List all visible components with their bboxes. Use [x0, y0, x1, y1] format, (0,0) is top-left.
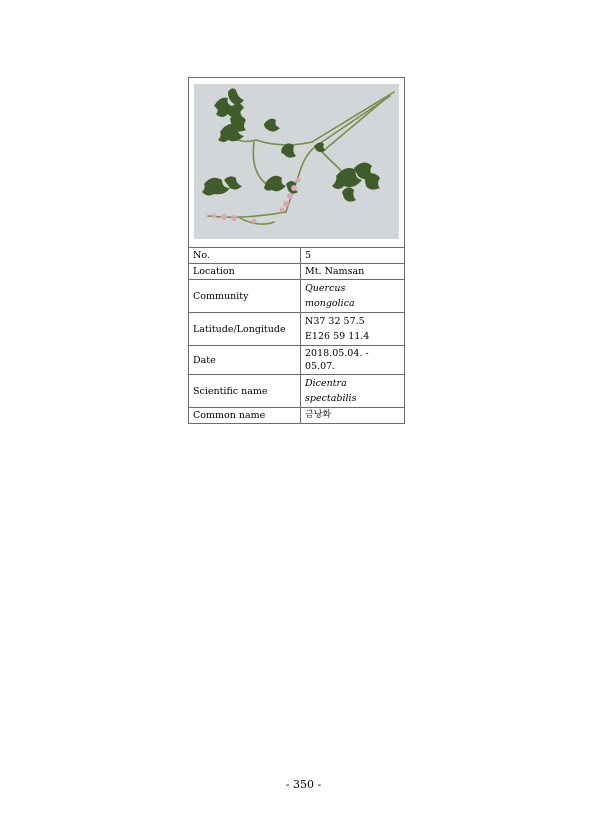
table-row: [189, 375, 404, 408]
row-label: No.: [189, 248, 301, 264]
table-row: [189, 408, 404, 424]
row-label: Latitude/Longitude: [189, 313, 301, 346]
page-number: - 350 -: [285, 778, 322, 791]
specimen-photo: [194, 84, 399, 239]
row-value: [301, 375, 405, 408]
value-line: N37 32 57.5: [305, 316, 365, 327]
row-value: [301, 280, 405, 313]
row-label: Common name: [189, 408, 301, 424]
row-value: [301, 313, 405, 346]
row-value: 금낭화: [301, 408, 405, 424]
photo-frame: [189, 78, 404, 248]
table-row: [189, 264, 404, 280]
value-line: mongolica: [305, 298, 355, 309]
row-label: Date: [189, 346, 301, 375]
value-line: Quercus: [305, 283, 346, 294]
row-value: Mt. Namsan: [301, 264, 405, 280]
row-label: Community: [189, 280, 301, 313]
specimen-info-table: [189, 248, 404, 423]
table-row: [189, 346, 404, 375]
row-value: 5: [305, 250, 312, 261]
value-line: E126 59 11.4: [305, 331, 370, 342]
pressed-plant-illustration: [194, 84, 399, 239]
value-line: spectabilis: [305, 393, 357, 404]
table-row: [189, 280, 404, 313]
row-label: Scientific name: [189, 375, 301, 408]
table-row: [189, 313, 404, 346]
row-label: Location: [189, 264, 301, 280]
table-row: [189, 248, 404, 264]
row-value: 2018.05.04. - 05.07.: [301, 346, 405, 375]
value-line: Dicentra: [305, 378, 347, 389]
specimen-card: [188, 77, 405, 424]
